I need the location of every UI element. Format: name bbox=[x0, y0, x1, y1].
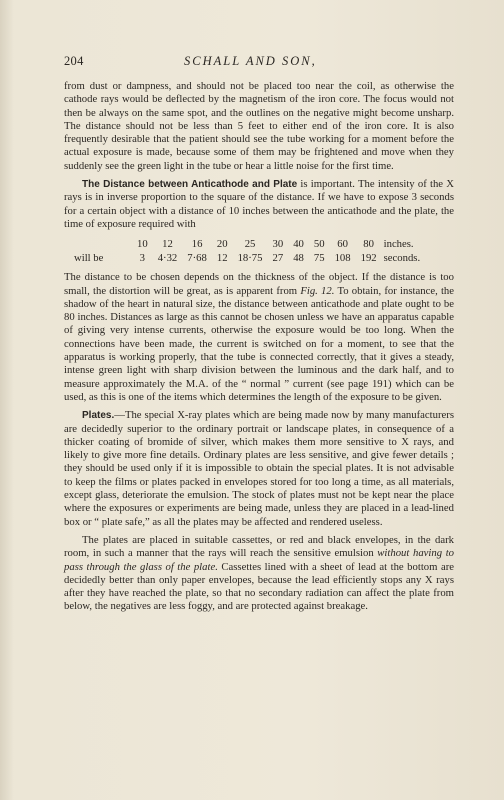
distance-cell: 50 bbox=[313, 238, 325, 251]
row-label: will be bbox=[74, 252, 104, 265]
distance-cell: 25 bbox=[244, 238, 256, 251]
time-cell: 48 bbox=[293, 252, 304, 265]
distance-cell: 80 bbox=[363, 238, 374, 251]
time-row bbox=[74, 251, 425, 265]
paragraph-distance bbox=[64, 178, 454, 231]
paragraph-plates-text: —The special X-ray plates which are being made now by many manufacturers are decidedly superior to the ordinary portrait or landscape plates, in consequence of a thicker coating of bromide of silver, which makes them more sensitive to X rays, and likely to give more fine details. Ordinary plates are less sensitive, and give fewer details ; they should be used only if it is impossible to obtain the special plates. It is not advisable to keep the films or plates packed in envelopes stored for too long a time, as all materials, except glass, deteriorate the emulsion. The stock of plates must not be kept near the place where the exposures or experiments are being made, unless they are placed in a lead-lined box or “ plate safe,” as all the plates may be affected and rendered useless. bbox=[64, 409, 454, 528]
paragraph-distance-text: is important. The intensity of the X rays is in inverse proportion to the square of the distance. If we have to expose 3 seconds for a certain object with a distance of 10 inches between the anticathode and the plate, the time of exposure required with bbox=[64, 178, 454, 230]
time-cell: 75 bbox=[313, 252, 325, 265]
running-head: SCHALL AND SON, bbox=[184, 54, 317, 68]
distance-cell: 10 bbox=[137, 238, 148, 251]
exposure-table bbox=[74, 237, 425, 265]
time-cell: 7·68 bbox=[187, 252, 207, 265]
time-cell: 27 bbox=[272, 252, 284, 265]
page-header bbox=[64, 54, 454, 74]
time-cell: 12 bbox=[216, 252, 228, 265]
paragraph-distance-choice: The distance to be chosen depends on the thickness of the object. If the distance is too small, the distortion will be great, as is apparent from Fig. 12. To obtain, for instance, the shadow of the heart in natural size, the distance between anticathode and plate ought to be 80 inches. Distances as large as this cannot be chosen unless we have an apparatus capable of giving very intense currents, otherwise the exposure would be too long. When the connections have been made, the current is switched on for a moment, to see that the apparatus is working properly, that the tube is connected correctly, that it gives a steady, intense green light with sharp division between the luminous and the dark half, and to measure approximately the M.A. of the “ normal ” current (see page 191) which can be used, as this is one of the items which determines the length of the exposure to be given. bbox=[64, 271, 455, 403]
time-cell: 18·75 bbox=[237, 252, 263, 265]
distance-cell: 30 bbox=[272, 238, 284, 251]
paragraph-cassettes: The plates are placed in suitable cassettes, or red and black envelopes, in the dark room, in such a manner that the rays will reach the sensitive emulsion without having to pass through the glass of the plate. Cassettes lined with a sheet of lead at the bottom are decidedly better than only paper envelopes, because the lead efficiently stops any X rays after they have reached the plate, so that no secondary radiation can affect the plate from below, the negatives are less foggy, and are protected against breakage. bbox=[64, 533, 455, 613]
paragraph-continuation: from dust or dampness, and should not be placed too near the coil, as otherwise the cathode rays would be deflected by the magnetism of the iron core. The focus would not then be always on the same spot, and the outlines on the negative might become unsharp. The distance should not be less than 5 feet to either end of the iron core. It is also frequently desirable that the patient should see the tube working for a moment before the actual exposure is made, because some of them may be frightened and move when they suddenly see the green light in the tube or hear a little noise for the first time. bbox=[64, 80, 454, 172]
paragraph-plates bbox=[64, 409, 454, 529]
distance-cell: 12 bbox=[162, 238, 173, 251]
distance-cell: 40 bbox=[293, 238, 304, 251]
distance-cell: 16 bbox=[191, 238, 203, 251]
time-cell: 192 bbox=[360, 252, 377, 265]
page-number: 204 bbox=[64, 54, 84, 68]
section-heading-distance: The Distance between Anticathode and Plate bbox=[82, 179, 298, 191]
time-cell: 3 bbox=[139, 252, 146, 265]
time-cell: 108 bbox=[334, 252, 351, 265]
time-unit: seconds. bbox=[383, 252, 421, 265]
time-cell: 4·32 bbox=[157, 252, 178, 265]
page-body bbox=[64, 80, 454, 614]
distance-unit: inches. bbox=[383, 238, 414, 251]
distance-cell: 60 bbox=[337, 238, 348, 251]
distance-cell: 20 bbox=[216, 238, 228, 251]
figure-reference: Fig. 12. bbox=[300, 284, 335, 297]
distance-row bbox=[74, 237, 425, 251]
emphasis-text: without having to pass through the glass of the plate. bbox=[64, 547, 455, 573]
section-heading-plates: Plates. bbox=[82, 410, 115, 422]
